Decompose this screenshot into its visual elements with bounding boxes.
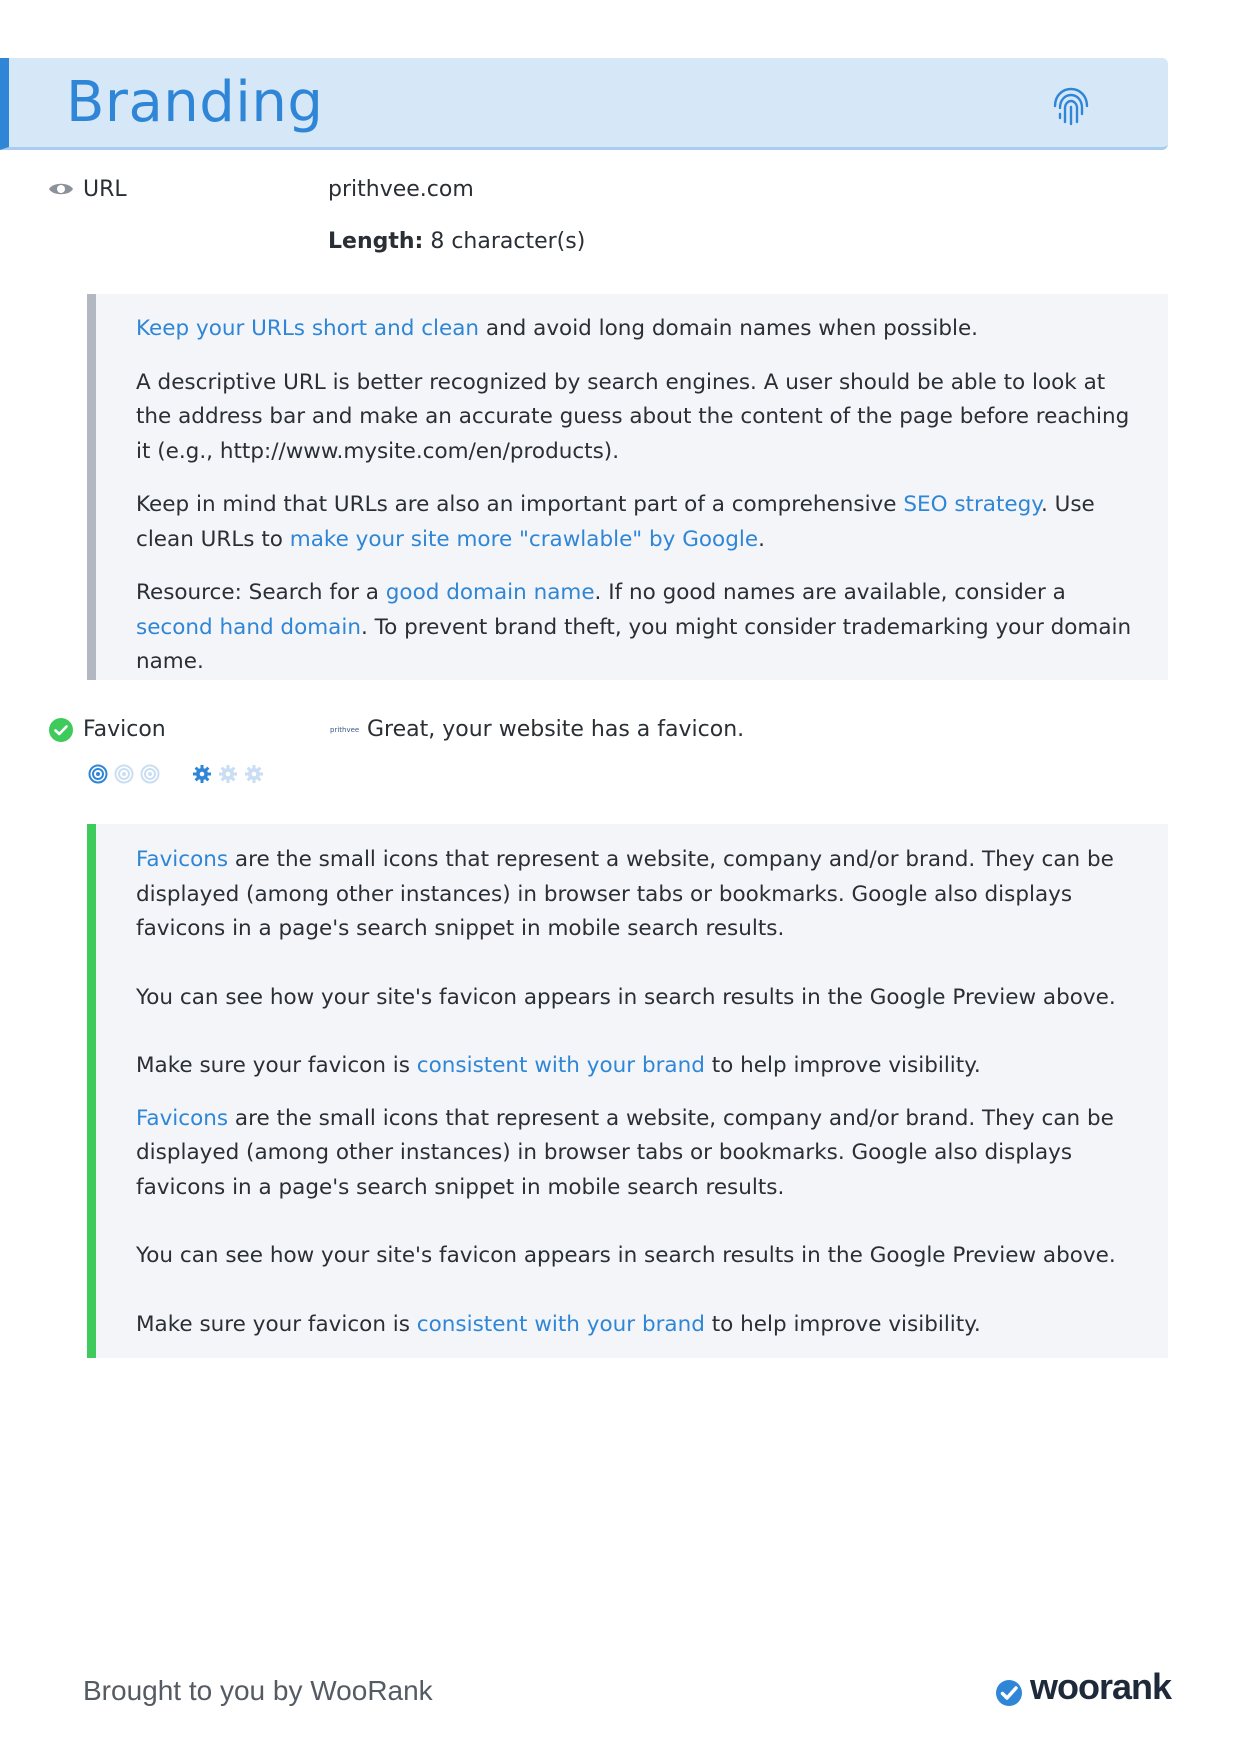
fingerprint-icon	[1049, 84, 1093, 128]
favicon-tip-1: Favicons are the small icons that represent a website, company and/or brand. They can be displayed (among other instances) in browser tabs or bookmarks. Google also displays favicons in a page's search snippet in mobile search results.	[136, 847, 1114, 941]
url-value: prithvee.com	[328, 177, 474, 202]
gear-icon	[192, 764, 212, 784]
url-length	[328, 229, 585, 254]
favicon-preview: prithvee	[330, 726, 360, 734]
gear-icon	[244, 764, 264, 784]
neutral-status-icon	[48, 176, 74, 202]
length-value: 8 character(s)	[430, 229, 586, 254]
url-tips-box	[87, 294, 1168, 680]
favicons-link[interactable]: Favicons	[136, 847, 229, 872]
length-label: Length:	[328, 229, 424, 254]
woorank-check-icon	[993, 1671, 1025, 1711]
target-icon	[140, 764, 160, 784]
favicon-tips-box	[87, 824, 1168, 1358]
good-domain-link[interactable]: good domain name	[385, 580, 595, 605]
check-circle-icon	[48, 717, 74, 743]
footer-credit: Brought to you by WooRank	[83, 1675, 433, 1706]
crawlable-link[interactable]: make your site more "crawlable" by Google	[289, 526, 759, 552]
woorank-logo: woorank	[1030, 1666, 1172, 1707]
consistent-brand-link[interactable]: consistent with your brand	[416, 1053, 705, 1078]
favicon-status-text: Great, your website has a favicon.	[367, 717, 745, 742]
second-hand-domain-link[interactable]: second hand domain	[136, 614, 361, 640]
favicon-tip-6: Make sure your favicon is consistent with your brand to help improve visibility.	[136, 1311, 981, 1337]
favicons-link[interactable]: Favicons	[136, 1105, 229, 1131]
url-tip-link[interactable]: Keep your URLs short and clean	[136, 316, 480, 341]
url-tip-1: Keep your URLs short and clean and avoid long domain names when possible.	[136, 316, 979, 341]
priority-indicator	[88, 764, 166, 788]
seo-strategy-link[interactable]: SEO strategy	[903, 492, 1041, 517]
consistent-brand-link[interactable]: consistent with your brand	[416, 1311, 705, 1337]
favicon-tip-5: You can see how your site's favicon appears in search results in the Google Preview above.	[136, 1243, 1116, 1268]
gear-icon	[218, 764, 238, 784]
url-tip-3: Keep in mind that URLs are also an important part of a comprehensive SEO strategy. Use clean URLs to make your site more "crawlable" by Google.	[136, 492, 1095, 552]
favicon-tip-4: Favicons are the small icons that represent a website, company and/or brand. They can be displayed (among other instances) in browser tabs or bookmarks. Google also displays favicons in a page's search snippet in mobile search results.	[136, 1105, 1114, 1200]
target-icon	[88, 764, 108, 784]
difficulty-indicator	[192, 764, 270, 788]
url-tip-4: Resource: Search for a good domain name. If no good names are available, consider a second hand domain. To prevent brand theft, you might consider trademarking your domain name.	[136, 580, 1132, 674]
favicon-tip-3: Make sure your favicon is consistent with your brand to help improve visibility.	[136, 1053, 981, 1078]
favicon-tip-2: You can see how your site's favicon appears in search results in the Google Preview above.	[136, 984, 1116, 1010]
url-tip-2: A descriptive URL is better recognized by search engines. A user should be able to look at the address bar and make an accurate guess about the content of the page before reaching it (e.g., http://www.mysite.com/en/products).	[136, 369, 1130, 464]
favicon-label: Favicon	[83, 717, 166, 742]
section-header	[0, 58, 1168, 150]
target-icon	[114, 764, 134, 784]
section-title: Branding	[66, 70, 324, 135]
url-label: URL	[83, 177, 127, 202]
